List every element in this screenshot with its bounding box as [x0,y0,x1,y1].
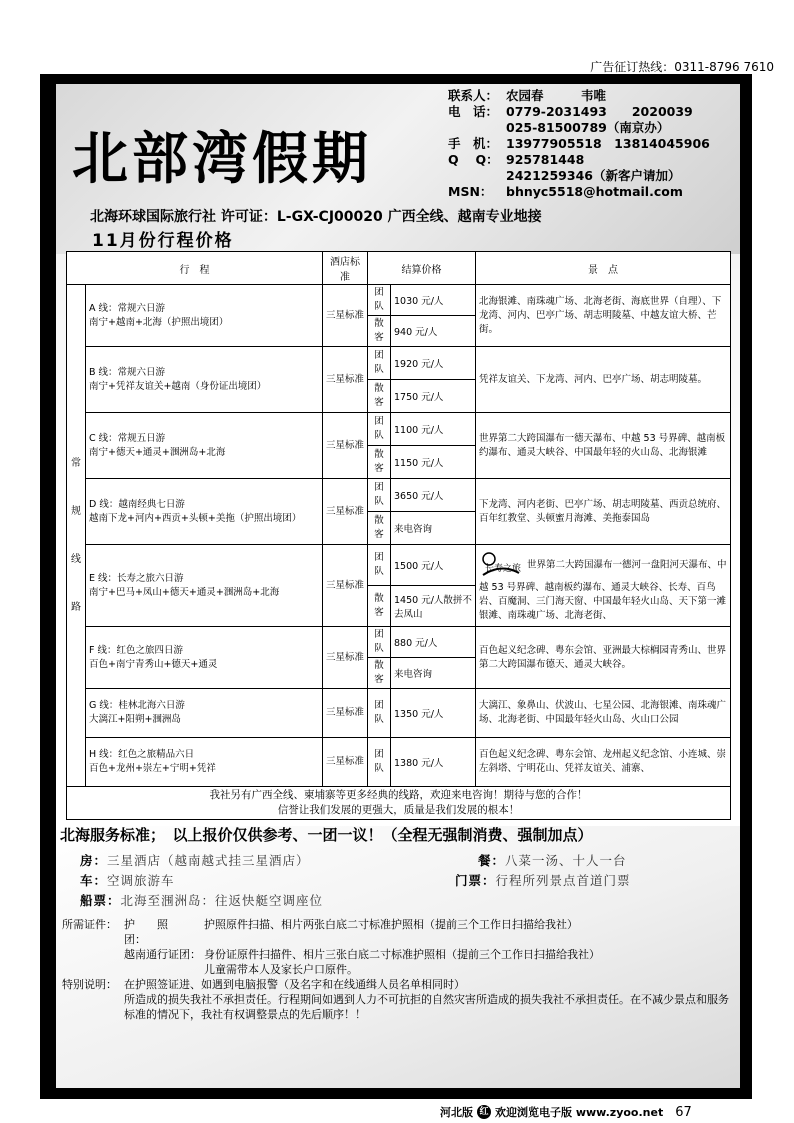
route-cell [86,545,323,627]
table-header-row [67,252,731,285]
brand-title: 北部湾假期 [72,126,372,192]
mobile: 13977905518 13814045906 [506,136,710,151]
table-row [67,413,731,446]
route-name: C 线：常规五日游 [89,432,166,444]
route-cell [86,479,323,545]
longevity-logo [479,549,523,581]
spots-cell: 世界第二大跨国瀑布一德天瀑布、中越 53 号界碑、越南板约瀑布、通灵大峡谷、中国最年轻的火山岛、北海银滩 [476,413,731,479]
group-price: 3650 元/人 [391,479,476,512]
group-price: 1350 元/人 [391,689,476,738]
table-row [67,479,731,512]
docs-label: 所需证件： [62,918,117,931]
qq-label: Q Q： [448,152,499,167]
scatter-price: 940 元/人 [391,316,476,347]
hotel-cell: 三星标准 [323,689,368,738]
route-name: B 线：常规六日游 [89,366,166,378]
hotel-cell: 三星标准 [323,627,368,689]
table-row [67,545,731,586]
vn-pass-req: 身份证原件扫描件、相片三张白底二寸标准护照相（提前三个工作日扫描给我社） [204,948,600,961]
group-label: 团队 [368,285,391,316]
std-car [80,871,175,889]
std-meal-value: 八菜一汤、十人一台 [505,853,627,868]
agency-license: 北海环球国际旅行社 许可证：L-GX-CJ00020 广西全线、越南专业地接 [90,209,542,225]
std-room-value: 三星酒店（越南越式挂三星酒店） [107,853,310,868]
footer-text: 欢迎浏览电子版 www.zyoo.net [495,1106,664,1119]
route-path: 百色+南宁青秀山+德天+通灵 [89,658,218,670]
col-header-route: 行 程 [67,252,323,285]
group-price: 880 元/人 [391,627,476,658]
scatter-price: 来电咨询 [391,658,476,689]
category-label [67,285,86,787]
group-label: 团队 [368,479,391,512]
phone-1: 0779-2031493 2020039 [506,104,693,119]
spots-cell: 凭祥友谊关、下龙湾、河内、巴亭广场、胡志明陵墓。 [476,347,731,413]
route-cell [86,285,323,347]
table-row [67,689,731,738]
col-header-spots: 景 点 [476,252,731,285]
group-label: 团队 [368,738,391,787]
month-title: 11月份行程价格 [92,231,234,251]
table-note-row [67,787,731,820]
scatter-price: 来电咨询 [391,512,476,545]
footer-edition: 河北版 [440,1106,473,1119]
passport-req: 护照原件扫描、相片两张白底二寸标准护照相（提前三个工作日扫描给我社） [204,918,578,931]
route-name: A 线：常规六日游 [89,302,166,314]
std-room-label: 房： [80,853,108,868]
spots-cell: 北海银滩、南珠魂广场、北海老街、海底世界（自理）、下龙湾、河内、巴亭广场、胡志明陵墓、中越友谊大桥、芒街。 [476,285,731,347]
std-room [80,851,310,869]
phone-2: 025-81500789（南京办） [506,120,670,135]
contact-person-label: 联系人： [448,88,499,103]
route-name: H 线：红色之旅精品六日 [89,749,195,760]
qq-1: 925781448 [506,152,585,167]
group-price: 1920 元/人 [391,347,476,380]
std-ticket [455,871,631,889]
spots-cell: 百色起义纪念碑、粤东会馆、亚洲最大棕榈园青秀山、世界第二大跨国瀑布德天、通灵大峡谷。 [476,627,731,689]
footer-badge: 红 [477,1105,491,1119]
col-header-hotel: 酒店标准 [323,252,368,285]
phone-label: 电 话： [448,104,499,119]
route-path: 南宁+巴马+凤山+德天+通灵+涠洲岛+北海 [89,586,280,598]
route-name: F 线：红色之旅四日游 [89,644,183,656]
vn-pass-label: 越南通行证团： [124,948,201,961]
hotel-cell: 三星标准 [323,545,368,627]
route-cell [86,689,323,738]
note-line-1: 我社另有广西全线、柬埔寨等更多经典的线路，欢迎来电咨询！期待与您的合作！ [209,789,588,801]
special-line-2: 所造成的损失我社不承担责任。行程期间如遇到人力不可抗拒的自然灾害所造成的损失我社不承担责任。在不减少景点和服务标准的情况下，我社有权调整景点的先后顺序！！ [124,993,729,1021]
child-req: 儿童需带本人及家长户口原件。 [204,963,358,976]
contact-person: 农园春 韦唯 [506,88,607,103]
route-path: 南宁+德天+通灵+涠洲岛+北海 [89,446,226,458]
spots-cell: 百色起义纪念碑、粤东会馆、龙州起义纪念馆、小连城、崇左斜塔、宁明花山、凭祥友谊关、浦寨、 [476,738,731,787]
group-label: 团队 [368,413,391,446]
scatter-label: 散客 [368,586,391,627]
scatter-label: 散客 [368,512,391,545]
group-label: 团队 [368,545,391,586]
spots-cell: 大漓江、象鼻山、伏波山、七星公园、北海银滩、南珠魂广场、北海老街、中国最年轻火山岛、火山口公园 [476,689,731,738]
std-ship-value: 北海至涠洲岛：往返快艇空调座位 [120,893,324,908]
category-text: 常规线路 [71,457,81,613]
std-car-label: 车： [80,873,108,888]
group-price: 1500 元/人 [391,545,476,586]
scatter-price: 1750 元/人 [391,380,476,413]
route-cell [86,413,323,479]
passport-label: 护 照 团： [124,918,190,946]
route-path: 大漓江+阳朔+涠洲岛 [89,714,181,725]
requirements-block [62,917,734,1022]
longevity-logo-text: 长寿之旅 [485,563,522,574]
group-label: 团队 [368,347,391,380]
qq-2: 2421259346（新客户请加） [506,168,681,183]
route-cell [86,738,323,787]
mobile-label: 手 机： [448,136,499,151]
std-meal-label: 餐： [478,853,506,868]
hotel-cell: 三星标准 [323,738,368,787]
scatter-label: 散客 [368,446,391,479]
special-label: 特别说明： [62,978,117,991]
std-ticket-label: 门票： [455,873,496,888]
route-name: G 线：桂林北海六日游 [89,700,185,711]
spots-cell: 下龙湾、河内老街、巴亭广场、胡志明陵墓、西贡总统府、百年红教堂、头顿蜜月海滩、美拖泰国岛 [476,479,731,545]
std-car-value: 空调旅游车 [107,873,175,888]
note-line-2: 信誉让我们发展的更强大，质量是我们发展的根本！ [277,804,520,816]
scatter-price: 1450 元/人散拼不去凤山 [391,586,476,627]
table-row [67,627,731,658]
msn: bhnyc5518@hotmail.com [506,184,683,199]
scatter-label: 散客 [368,316,391,347]
hotel-cell: 三星标准 [323,479,368,545]
msn-label: MSN： [448,184,493,199]
group-price: 1100 元/人 [391,413,476,446]
contact-block [448,88,710,200]
std-ship [80,891,323,909]
hotel-cell: 三星标准 [323,413,368,479]
table-row [67,738,731,787]
std-ship-label: 船票： [80,893,121,908]
service-standards-title: 北海服务标准； 以上报价仅供参考、一团一议！（全程无强制消费、强制加点） [60,826,593,844]
table-note [67,787,731,820]
scatter-price: 1150 元/人 [391,446,476,479]
route-name: D 线：越南经典七日游 [89,498,185,510]
page-footer [440,1104,692,1120]
group-label: 团队 [368,627,391,658]
route-cell [86,627,323,689]
itinerary-table [66,251,731,820]
page-number: 67 [675,1104,692,1120]
scatter-label: 散客 [368,380,391,413]
route-name: E 线：长寿之旅六日游 [89,572,184,584]
ad-hotline: 广告征订热线：0311-8796 7610 [590,60,774,74]
route-cell [86,347,323,413]
std-ticket-value: 行程所列景点首道门票 [495,873,631,888]
group-label: 团队 [368,689,391,738]
group-price: 1030 元/人 [391,285,476,316]
table-row [67,347,731,380]
special-line-1: 在护照签证进、如遇到电脑报警（及名字和在线通缉人员名单相同时） [124,978,465,991]
route-path: 南宁+凭祥友谊关+越南（身份证出境团） [89,380,267,392]
hotel-cell: 三星标准 [323,285,368,347]
std-meal [478,851,627,869]
scatter-label: 散客 [368,658,391,689]
route-path: 南宁+越南+北海（护照出境团） [89,316,229,328]
spots-cell [476,545,731,627]
route-path: 百色+龙州+崇左+宁明+凭祥 [89,763,216,774]
hotel-cell: 三星标准 [323,347,368,413]
group-price: 1380 元/人 [391,738,476,787]
longevity-logo-icon [479,549,523,581]
spots-text: 世界第二大跨国瀑布一德河一盘阳河天瀑布、中越 53 号界碑、越南板约瀑布、通灵大峡谷、长寿、百鸟岩、百魔洞、三门海天窗、中国最年轻火山岛、天下第一滩银滩、南珠魂广场、北海老街、 [479,559,727,621]
col-header-price: 结算价格 [368,252,476,285]
route-path: 越南下龙+河内+西贡+头顿+美拖（护照出境团） [89,512,302,524]
table-row [67,285,731,316]
